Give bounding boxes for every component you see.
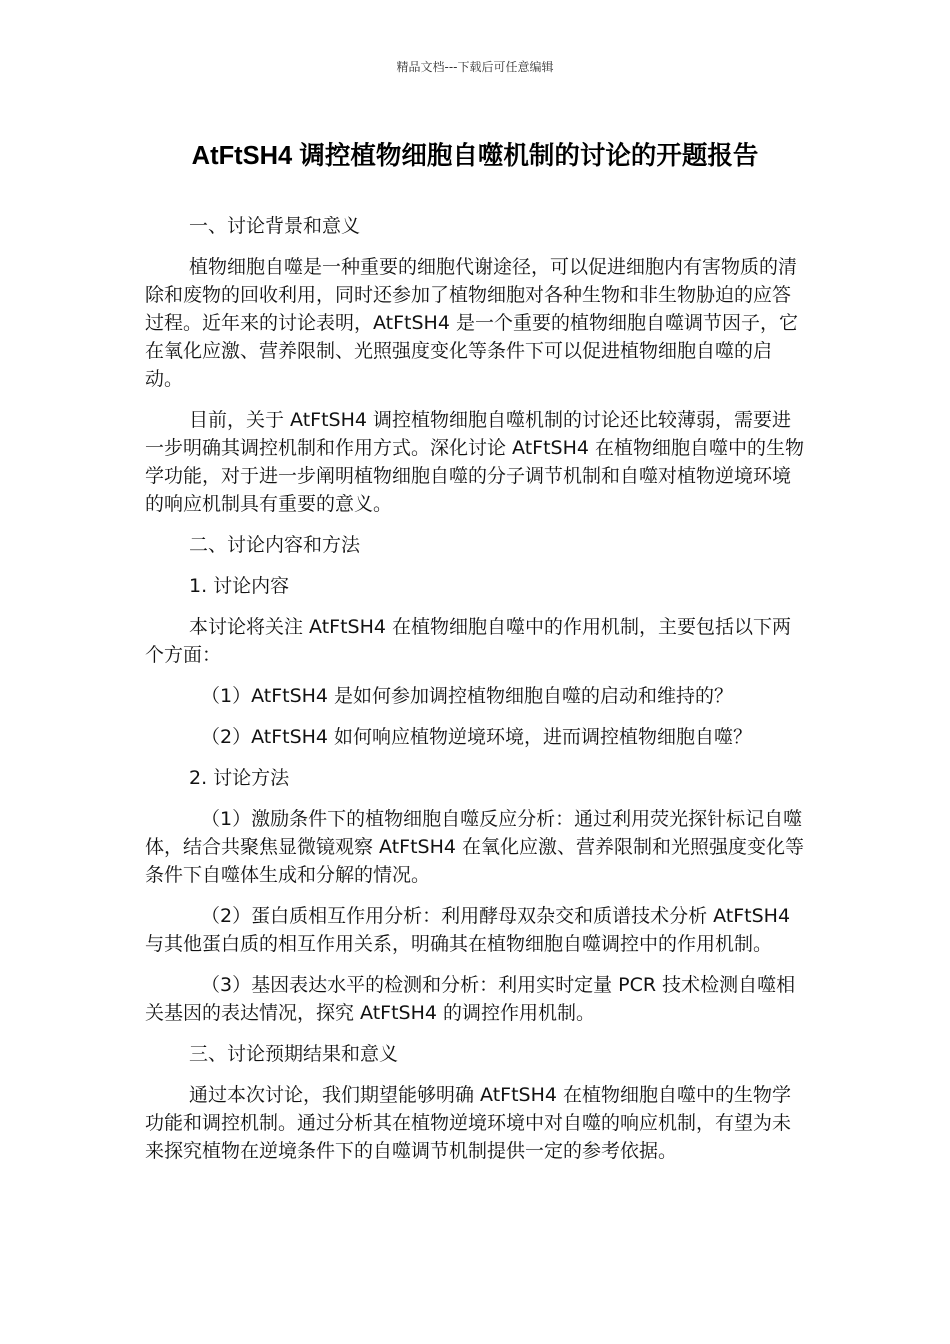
subheading-content: 1. 讨论内容 — [189, 575, 290, 597]
method-item-1: （1）激励条件下的植物细胞自噬反应分析：通过利用荧光探针标记自噬体，结合共聚焦显微镜观察 AtFtSH4 在氧化应激、营养限制和光照强度变化等条件下自噬体生成和分解的情况。 — [145, 808, 805, 886]
method-item-2: （2）蛋白质相互作用分析：利用酵母双杂交和质谱技术分析 AtFtSH4 与其他蛋白质的相互作用关系，明确其在植物细胞自噬调控中的作用机制。 — [145, 905, 791, 955]
paragraph-background-1: 植物细胞自噬是一种重要的细胞代谢途径，可以促进细胞内有害物质的清除和废物的回收利用，同时还参加了植物细胞对各种生物和非生物胁迫的应答过程。近年来的讨论表明，AtFtSH4 是一个重要的植物细胞自噬调节因子，它在氧化应激、营养限制、光照强度变化等条件下可以促进植物细胞自噬的启动。 — [145, 256, 798, 390]
subheading-methods: 2. 讨论方法 — [189, 767, 290, 789]
document-title: AtFtSH4 调控植物细胞自噬机制的讨论的开题报告 — [191, 142, 759, 170]
paragraph-expected-results: 通过本次讨论，我们期望能够明确 AtFtSH4 在植物细胞自噬中的生物学功能和调控机制。通过分析其在植物逆境环境中对自噬的响应机制，有望为未来探究植物在逆境条件下的自噬调节机制提供一定的参考依据。 — [145, 1084, 792, 1162]
section-heading-content-methods: 二、讨论内容和方法 — [189, 534, 361, 556]
question-item-1: （1）AtFtSH4 是如何参加调控植物细胞自噬的启动和维持的？ — [201, 685, 734, 707]
document-body — [145, 212, 807, 1178]
paragraph-content-intro: 本讨论将关注 AtFtSH4 在植物细胞自噬中的作用机制，主要包括以下两个方面： — [145, 616, 792, 666]
section-heading-background: 一、讨论背景和意义 — [189, 215, 361, 237]
section-heading-expected-results: 三、讨论预期结果和意义 — [189, 1043, 399, 1065]
method-item-3: （3）基因表达水平的检测和分析：利用实时定量 PCR 技术检测自噬相关基因的表达情况，探究 AtFtSH4 的调控作用机制。 — [145, 974, 796, 1024]
paragraph-background-2: 目前，关于 AtFtSH4 调控植物细胞自噬机制的讨论还比较薄弱，需要进一步明确其调控机制和作用方式。深化讨论 AtFtSH4 在植物细胞自噬中的生物学功能，对于进一步阐明植物细胞自噬的分子调节机制和自噬对植物逆境环境的响应机制具有重要的意义。 — [145, 409, 805, 515]
question-item-2: （2）AtFtSH4 如何响应植物逆境环境，进而调控植物细胞自噬？ — [201, 726, 753, 748]
header-note: 精品文档---下载后可任意编辑 — [396, 60, 554, 74]
